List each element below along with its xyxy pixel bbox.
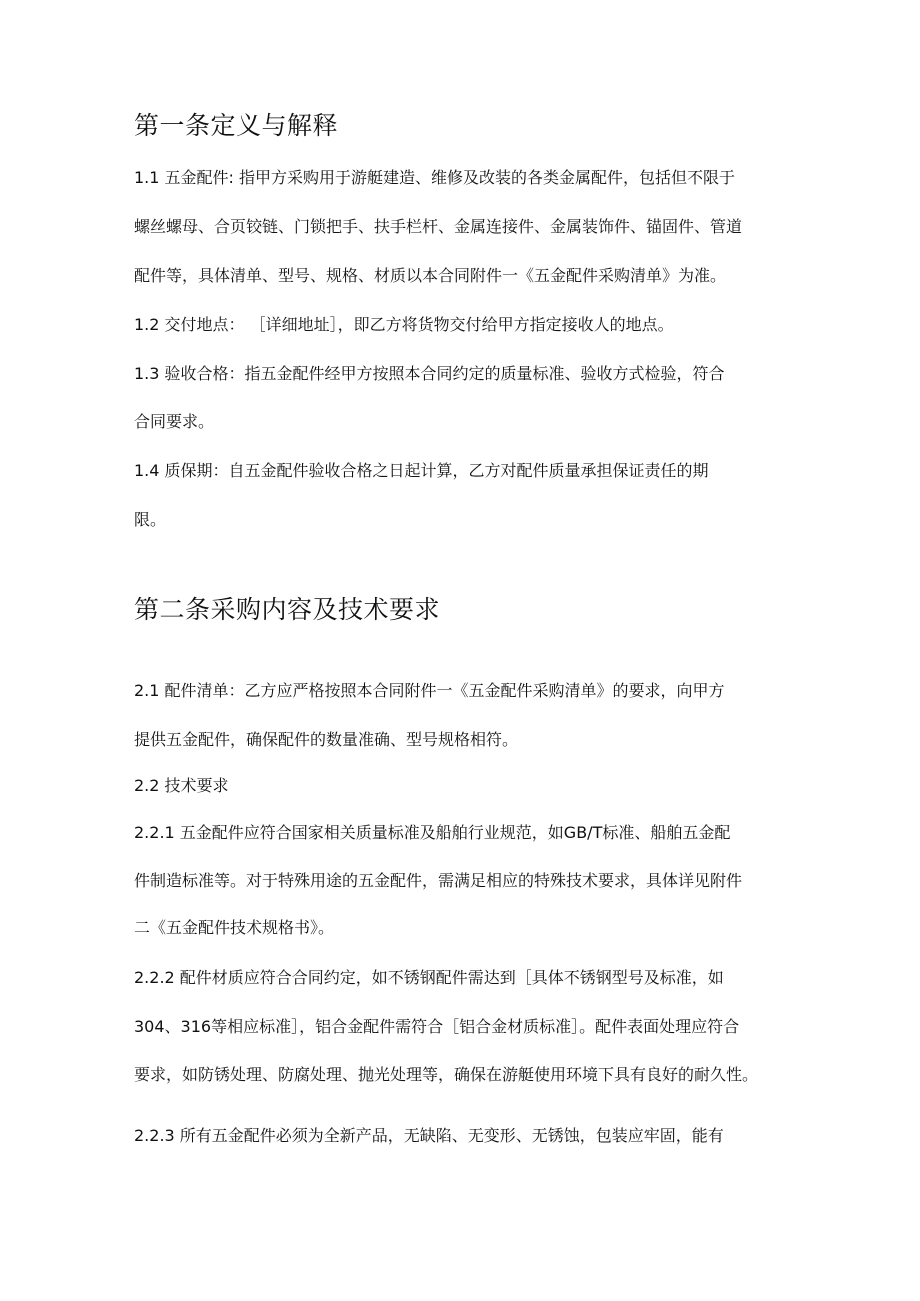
section-1-line-6: 合同要求。 <box>134 412 215 431</box>
section-2-line-6: 二《五金配件技术规格书》。 <box>134 918 335 937</box>
section-2-line-3: 2.2 技术要求 <box>134 776 229 795</box>
section-2-heading: 第二条采购内容及技术要求 <box>134 595 441 624</box>
section-2-line-7: 2.2.2 配件材质应符合合同约定，如不锈钢配件需达到［具体不锈钢型号及标准，如 <box>134 968 724 987</box>
section-2-line-9: 要求，如防锈处理、防腐处理、抛光处理等，确保在游艇使用环境下具有良好的耐久性。 <box>134 1065 759 1084</box>
section-2-line-5: 件制造标准等。对于特殊用途的五金配件，需满足相应的特殊技术要求，具体详见附件 <box>134 871 743 890</box>
section-2-line-10: 2.2.3 所有五金配件必须为全新产品，无缺陷、无变形、无锈蚀，包装应牢固，能有 <box>134 1126 724 1145</box>
section-1-heading: 第一条定义与解释 <box>134 111 339 140</box>
section-1-line-5: 1.3 验收合格：指五金配件经甲方按照本合同约定的质量标准、验收方式检验，符合 <box>134 364 725 383</box>
section-1-line-7: 1.4 质保期：自五金配件验收合格之日起计算，乙方对配件质量承担保证责任的期 <box>134 461 709 480</box>
section-1-line-1: 1.1 五金配件: 指甲方采购用于游艇建造、维修及改装的各类金属配件，包括但不限于 <box>134 168 736 187</box>
section-1-line-8: 限。 <box>134 510 167 529</box>
section-2-line-2: 提供五金配件，确保配件的数量准确、型号规格相符。 <box>134 730 519 749</box>
section-1-line-2: 螺丝螺母、合页铰链、门锁把手、扶手栏杆、金属连接件、金属装饰件、锚固件、管道 <box>134 217 743 236</box>
section-2-line-8: 304、316等相应标准］，铝合金配件需符合［铝合金材质标准］。配件表面处理应符合 <box>134 1017 740 1036</box>
section-1-line-3: 配件等，具体清单、型号、规格、材质以本合同附件一《五金配件采购清单》为准。 <box>134 266 727 285</box>
section-1-line-4: 1.2 交付地点： ［详细地址］，即乙方将货物交付给甲方指定接收人的地点。 <box>134 315 674 334</box>
section-2-line-1: 2.1 配件清单：乙方应严格按照本合同附件一《五金配件采购清单》的要求，向甲方 <box>134 681 725 700</box>
section-2-line-4: 2.2.1 五金配件应符合国家相关质量标准及船舶行业规范，如GB/T标准、船舶五金配 <box>134 823 731 842</box>
